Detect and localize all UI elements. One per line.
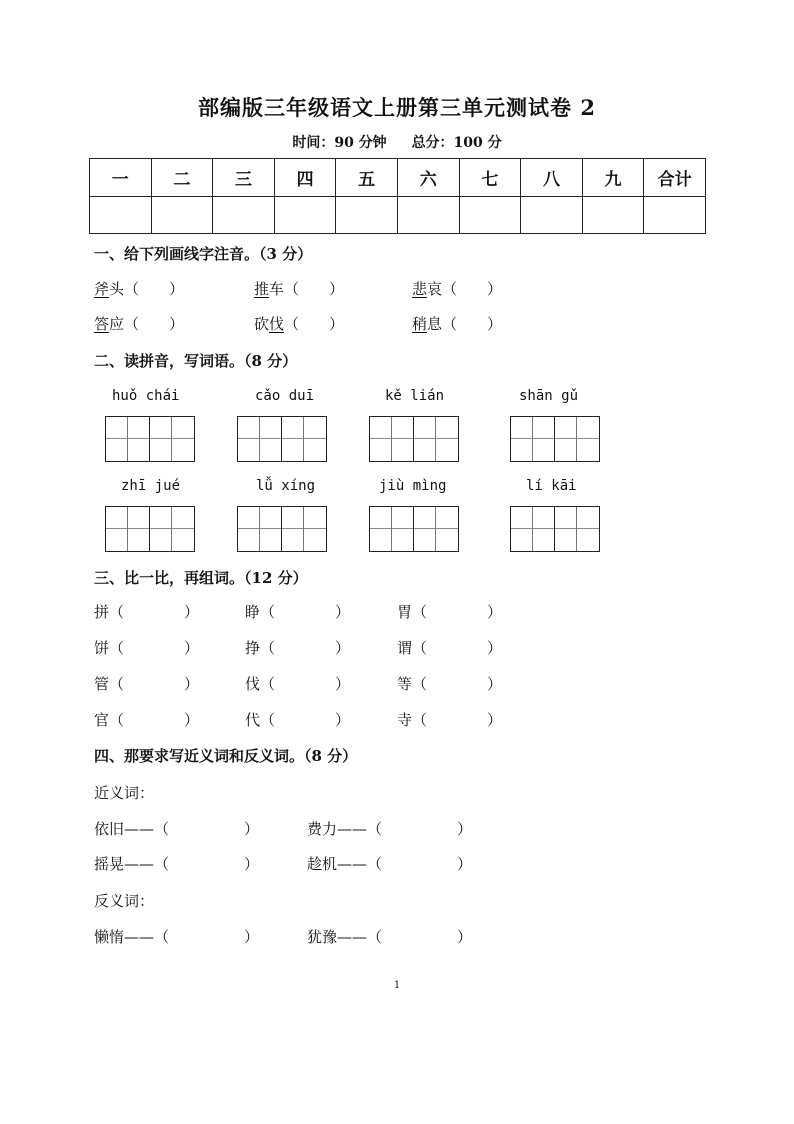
compare-char: 代: [245, 711, 261, 729]
score-blank-cell[interactable]: [274, 197, 336, 234]
pinyin-question-item: [94, 313, 184, 334]
answer-blank[interactable]: （ ）: [367, 855, 473, 873]
answer-blank[interactable]: （ ）: [367, 928, 473, 946]
writing-grid[interactable]: [105, 506, 195, 552]
writing-grid[interactable]: [510, 506, 600, 552]
answer-blank[interactable]: （ ）: [260, 675, 351, 693]
score-blank-cell[interactable]: [336, 197, 398, 234]
synonym-word: 依旧——: [94, 820, 155, 838]
score-blank-cell[interactable]: [90, 197, 152, 234]
score-blank-cell[interactable]: [521, 197, 583, 234]
answer-blank[interactable]: （ ）: [109, 603, 200, 621]
compare-char: 胃: [397, 603, 413, 621]
compare-char: 谓: [397, 639, 413, 657]
section2-heading: 二、读拼音，写词语。（8 分）: [94, 352, 298, 370]
underlined-char: 答: [94, 315, 110, 333]
section1-heading: 一、给下列画线字注音。（3 分）: [94, 245, 313, 263]
compare-item: [397, 709, 502, 730]
antonym-word: 懒惰——: [94, 928, 155, 946]
compare-item: [94, 673, 199, 694]
score-table: [89, 158, 706, 234]
compare-item: [397, 637, 502, 658]
compare-item: [94, 637, 199, 658]
score-blank-cell[interactable]: [213, 197, 275, 234]
pinyin-label: kě lián: [385, 388, 445, 404]
exam-total: 总分：100 分: [411, 135, 502, 151]
compare-item: [245, 637, 350, 658]
answer-blank[interactable]: （ ）: [412, 639, 503, 657]
score-table-blank-row: [90, 197, 706, 234]
word-rest: 哀: [427, 280, 443, 298]
compare-char: 挣: [245, 639, 261, 657]
synonym-item: [307, 818, 472, 839]
underlined-char: 稍: [412, 315, 428, 333]
score-header-cell: 四: [274, 159, 336, 197]
antonym-label: 反义词：: [94, 892, 155, 910]
pinyin-question-item: [254, 313, 344, 334]
compare-char: 伐: [245, 675, 261, 693]
answer-blank[interactable]: （ ）: [154, 855, 260, 873]
synonym-item: [94, 853, 259, 874]
writing-grid[interactable]: [237, 506, 327, 552]
answer-blank[interactable]: （ ）: [367, 820, 473, 838]
score-header-cell: 二: [151, 159, 213, 197]
compare-item: [397, 673, 502, 694]
compare-item: [245, 709, 350, 730]
word-rest: 头: [109, 280, 125, 298]
score-header-cell: 五: [336, 159, 398, 197]
writing-grid[interactable]: [105, 416, 195, 462]
answer-blank[interactable]: （ ）: [284, 315, 345, 333]
score-blank-cell[interactable]: [582, 197, 644, 234]
section4-heading: 四、那要求写近义词和反义词。（8 分）: [94, 747, 358, 765]
writing-grid[interactable]: [237, 416, 327, 462]
answer-blank[interactable]: （ ）: [284, 280, 345, 298]
section3-heading: 三、比一比，再组词。（12 分）: [94, 569, 308, 587]
underlined-char: 斧: [94, 280, 110, 298]
compare-char: 饼: [94, 639, 110, 657]
writing-grid[interactable]: [369, 416, 459, 462]
pinyin-label: cǎo duī: [255, 388, 315, 404]
antonym-item: [94, 926, 259, 947]
answer-blank[interactable]: （ ）: [412, 675, 503, 693]
answer-blank[interactable]: （ ）: [412, 603, 503, 621]
answer-blank[interactable]: （ ）: [442, 315, 503, 333]
score-header-cell: 三: [213, 159, 275, 197]
compare-item: [94, 601, 199, 622]
score-header-cell: 八: [521, 159, 583, 197]
score-blank-cell[interactable]: [459, 197, 521, 234]
answer-blank[interactable]: （ ）: [109, 675, 200, 693]
answer-blank[interactable]: （ ）: [109, 639, 200, 657]
pinyin-question-item: [412, 313, 502, 334]
answer-blank[interactable]: （ ）: [442, 280, 503, 298]
compare-item: [397, 601, 502, 622]
synonym-item: [307, 853, 472, 874]
score-table-header: [90, 159, 706, 197]
underlined-char: 悲: [412, 280, 428, 298]
antonym-word: 犹豫——: [307, 928, 368, 946]
answer-blank[interactable]: （ ）: [124, 280, 185, 298]
compare-char: 官: [94, 711, 110, 729]
score-blank-cell[interactable]: [151, 197, 213, 234]
synonym-word: 费力——: [307, 820, 368, 838]
answer-blank[interactable]: （ ）: [260, 711, 351, 729]
compare-char: 寺: [397, 711, 413, 729]
exam-time: 时间：90 分钟: [292, 135, 387, 151]
pinyin-label: jiù mìng: [379, 478, 447, 494]
answer-blank[interactable]: （ ）: [412, 711, 503, 729]
answer-blank[interactable]: （ ）: [154, 820, 260, 838]
score-header-cell: 六: [397, 159, 459, 197]
writing-grid[interactable]: [510, 416, 600, 462]
compare-item: [245, 601, 350, 622]
pinyin-question-item: [254, 278, 344, 299]
underlined-char: 伐: [269, 315, 285, 333]
synonym-word: 摇晃——: [94, 855, 155, 873]
exam-info: [0, 132, 794, 152]
word-rest: 砍: [254, 315, 270, 333]
synonym-word: 趁机——: [307, 855, 368, 873]
pinyin-label: lí kāi: [526, 478, 577, 494]
pinyin-label: shān gǔ: [519, 388, 579, 404]
page-title: 部编版三年级语文上册第三单元测试卷 2: [198, 95, 596, 120]
score-header-cell: 七: [459, 159, 521, 197]
pinyin-question-item: [94, 278, 184, 299]
writing-grid[interactable]: [369, 506, 459, 552]
answer-blank[interactable]: （ ）: [124, 315, 185, 333]
compare-char: 管: [94, 675, 110, 693]
score-header-cell: 一: [90, 159, 152, 197]
word-rest: 车: [269, 280, 285, 298]
pinyin-label: huǒ chái: [112, 388, 180, 404]
answer-blank[interactable]: （ ）: [260, 639, 351, 657]
underlined-char: 推: [254, 280, 270, 298]
word-rest: 息: [427, 315, 443, 333]
score-blank-cell[interactable]: [397, 197, 459, 234]
word-rest: 应: [109, 315, 125, 333]
page-number: 1: [393, 980, 401, 991]
pinyin-question-item: [412, 278, 502, 299]
score-blank-cell[interactable]: [644, 197, 706, 234]
compare-item: [94, 709, 199, 730]
answer-blank[interactable]: （ ）: [109, 711, 200, 729]
compare-item: [245, 673, 350, 694]
compare-char: 等: [397, 675, 413, 693]
antonym-item: [307, 926, 472, 947]
pinyin-label: lǚ xíng: [256, 478, 316, 494]
answer-blank[interactable]: （ ）: [154, 928, 260, 946]
synonym-label: 近义词：: [94, 784, 155, 802]
compare-char: 睁: [245, 603, 261, 621]
compare-char: 拼: [94, 603, 110, 621]
answer-blank[interactable]: （ ）: [260, 603, 351, 621]
pinyin-label: zhī jué: [121, 478, 181, 494]
score-header-cell: 九: [582, 159, 644, 197]
score-header-cell: 合计: [644, 159, 706, 197]
synonym-item: [94, 818, 259, 839]
